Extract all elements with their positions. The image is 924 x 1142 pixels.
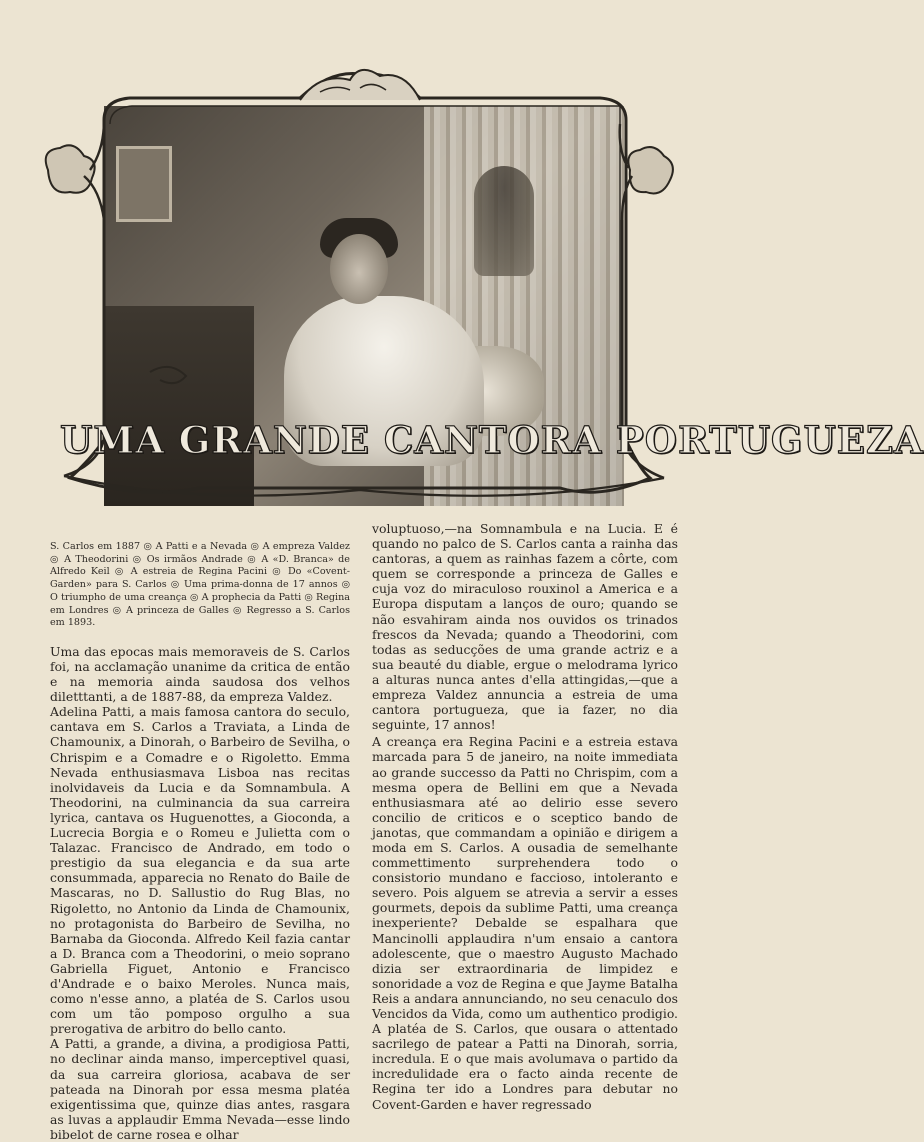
right-paragraph-1: voluptuoso,—na Somnambula e na Lucia. E é quando no palco de S. Carlos canta a rainha das cantoras, a quem as rainhas fazem a côrte, com quem se corresponde a princeza de Galles e cuja voz do miraculoso rouxinol a America e a Europa disputam a lanços de ouro; quando se não esvahiram ainda nos ouvidos os trinados frescos da Nevada; quando a Theodorini, com todas as seducções de uma grande actriz e a sua beauté du diable, ergue o melodrama lyrico a alturas nunca antes d'ella attingidas,—que a empreza Valdez annuncia a estreia de uma cantora portugueza, que ia fazer, no dia seguinte, 17 annos! [372, 521, 678, 733]
summary-caption: S. Carlos em 1887 ◎ A Patti e a Nevada ◎ A empreza Valdez ◎ A Theodorini ◎ Os irmãos Andrade ◎ A «D. Branca» de Alfredo Keil ◎ A estreia de Regina Pacini ◎ Do «Covent-Garden» para S. Carlos ◎ Uma prima-donna de 17 annos ◎ O triumpho de uma creança ◎ A prophecia da Patti ◎ Regina em Londres ◎ A princeza de Galles ◎ Regresso a S. Carlos em 1893. [50, 541, 350, 629]
left-paragraph-1: Uma das epocas mais memoraveis de S. Carlos foi, na acclamação unanime da critica de então e na memoria ainda saudosa dos velhos diletttanti, a de 1887-88, da empreza Valdez. [50, 643, 350, 705]
right-paragraph-2: A creança era Regina Pacini e a estreia estava marcada para 5 de janeiro, na noite immediata ao grande successo da Patti no Chrispim, com a mesma opera de Bellini em que a Nevada enthusiasmara até ao delirio esse severo concilio de criticos e o sceptico bando de janotas, que commandam a opinião e dirigem a moda em S. Carlos. A ousadia de semelhante commettimento surprehendera todo o consistorio mundano e faccioso, intoleranto e severo. Pois alguem se atrevia a servir a esses gourmets, depois da sublime Patti, uma creança inexperiente? Debalde se espalhara que Mancinolli applaudira n'um ensaio a cantora adolescente, que o maestro Augusto Machado dizia ser extraordinaria de limpidez e sonoridade a voz de Regina e que Jayme Batalha Reis a andara annunciando, no seu cenaculo dos Vencidos da Vida, como um authentico prodigio. A platéa de S. Carlos, que ousara o attentado sacrilego de patear a Patti na Dinorah, sorria, incredula. E o que mais avolumava o partido da incredulidade era o facto ainda recente de Regina ter ido a Londres para debutar no Covent-Garden e haver regressado [372, 734, 679, 1112]
left-paragraph-2: Adelina Patti, a mais famosa cantora do seculo, cantava em S. Carlos a Traviata, a Linda de Chamounix, a Dinorah, o Barbeiro de Sevilha, o Chrispim e a Comadre e o Rigoletto. Emma Nevada enthusiasmava Lisboa nas recitas inolvidaveis da Lucia e da Somnambula. A Theodorini, na culminancia da sua carreira lyrica, cantava os Huguenottes, a Gioconda, a Lucrecia Borgia e o Romeu e Julietta com o Talazac. Francisco de Andrado, em todo o prestigio da sua elegancia e da sua arte consummada, apparecia no Renato do Baile de Mascaras, no D. Sallustio do Rug Blas, no Rigoletto, no Antonio da Linda de Chamounix, no protagonista do Barbeiro de Sevilha, no Barnaba da Gioconda. Alfredo Keil fazia cantar a D. Branca com a Theodorini, o meio soprano Gabriella Figuet, Antonio e Francisco d'Andrade e o baixo Meroles. Nunca mais, como n'esse anno, a platéa de S. Carlos usou com um tão pomposo orgulho a sua prerogativa de arbitro do bello canto. [50, 704, 350, 1037]
left-paragraph-3: A Patti, a grande, a divina, a prodigiosa Patti, no declinar ainda manso, imperceptivel quasi, da sua carreira gloriosa, acabava de ser pateada na Dinorah por essa mesma platéa exigentissima que, quinze dias antes, rasgara as luvas a applaudir Emma Nevada—esse lindo bibelot de carne rosea e olhar [50, 1036, 350, 1142]
left-column [50, 541, 350, 1142]
right-column [372, 521, 678, 1112]
page-title: UMA GRANDE CANTORA PORTUGUEZA [60, 418, 924, 462]
